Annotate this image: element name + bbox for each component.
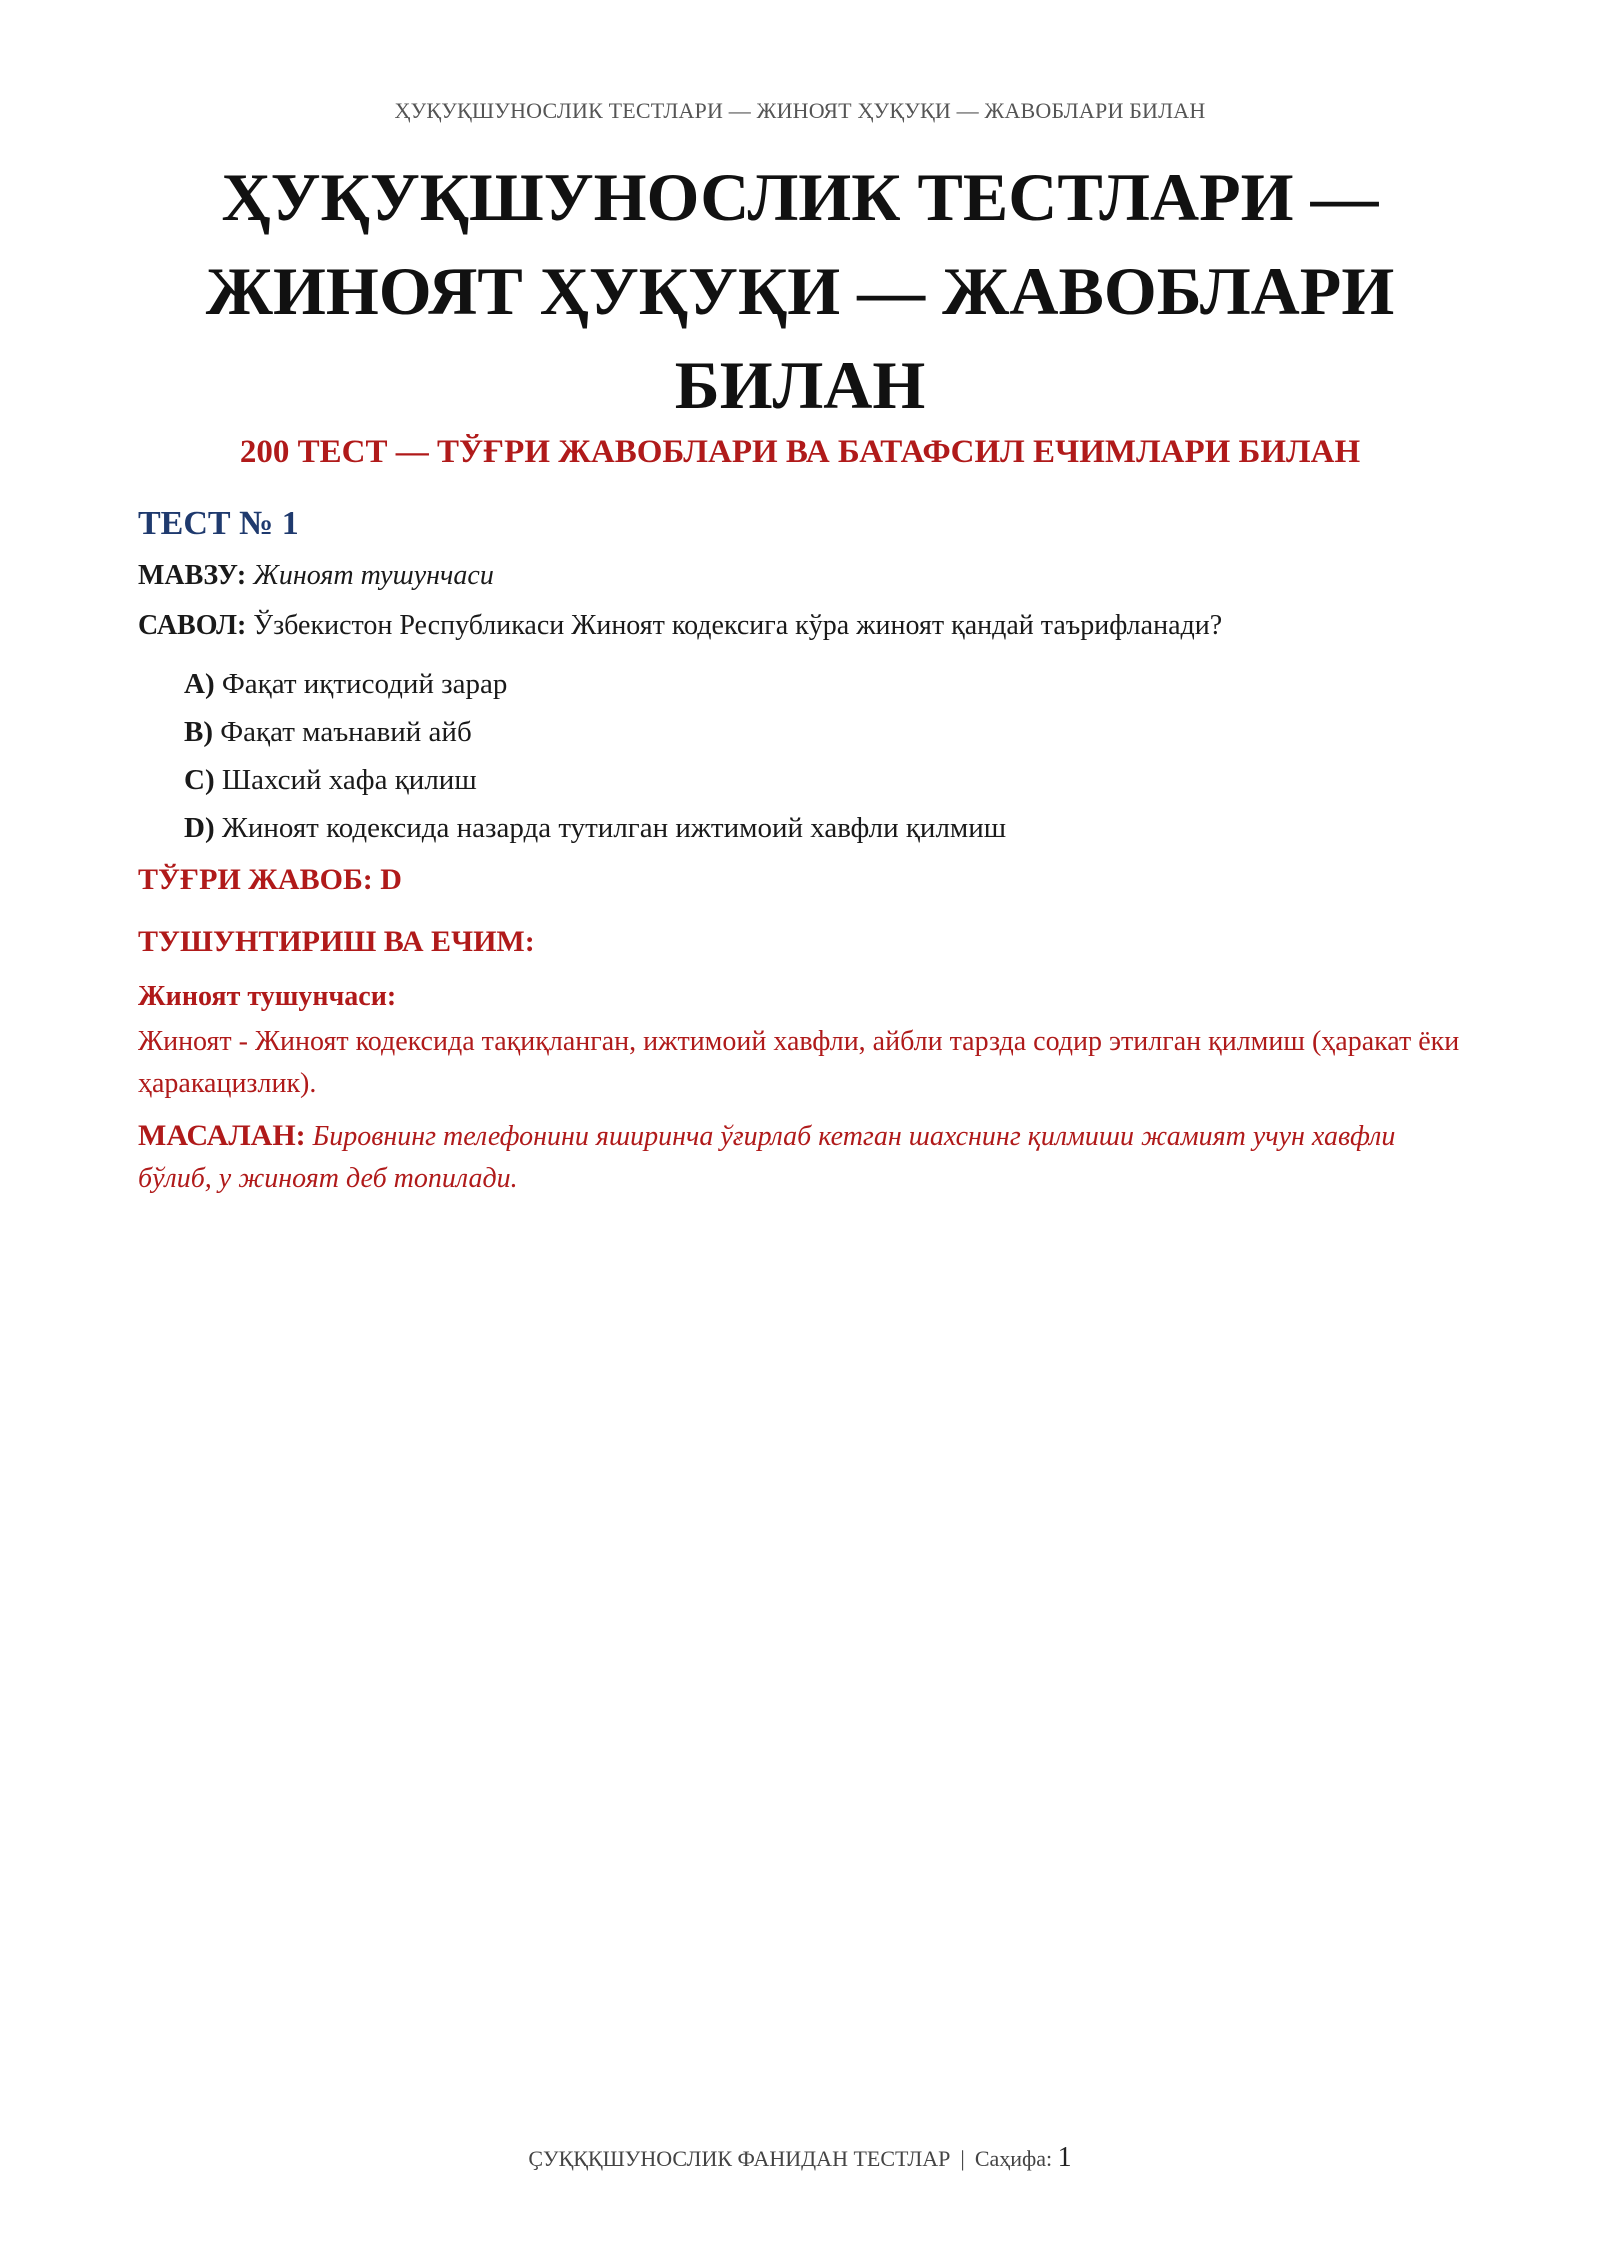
option-letter: D) [184, 812, 215, 844]
page-footer [0, 2142, 1600, 2174]
footer-title: ҪУҚҚҚШУНОСЛИК ФАНИДАН ТЕСТЛАР [528, 2146, 951, 2171]
explanation-heading: ТУШУНТИРИШ ВА ЕЧИМ: [138, 925, 535, 958]
option-b [184, 713, 1468, 751]
page-number: 1 [1057, 2142, 1072, 2173]
option-letter: C) [184, 764, 215, 796]
topic-label: МАВЗУ: [138, 560, 247, 591]
answer-options [184, 665, 1468, 847]
option-text: Фақат маънавий айб [220, 716, 472, 748]
option-c [184, 761, 1468, 799]
option-text: Шахсий хафа қилиш [221, 764, 477, 796]
option-a [184, 665, 1468, 703]
option-letter: B) [184, 716, 213, 748]
footer-separator: | [960, 2146, 965, 2171]
question-text: Ўзбекистон Республикаси Жиноят кодексига кўра жиноят қандай таърифланади? [253, 610, 1223, 641]
document-title: ҲУҚУҚШУНОСЛИК ТЕСТЛАРИ — ЖИНОЯТ ҲУҚУҚИ — ЖАВОБЛАРИ БИЛАН [205, 159, 1395, 423]
concept-text: Жиноят - Жиноят кодексида тақиқланган, ижтимоий хавфли, айбли тарзда содир этилган қилмиш (ҳаракат ёки ҳаракацизлик). [138, 1026, 1460, 1099]
test-block [138, 505, 1468, 1200]
running-header: ҲУҚУҚШУНОСЛИК ТЕСТЛАРИ — ЖИНОЯТ ҲУҚУҚИ — ЖАВОБЛАРИ БИЛАН [394, 98, 1206, 123]
option-text: Жиноят кодексида назарда тутилган ижтимоий хавфли қилмиш [221, 812, 1007, 844]
option-d [184, 809, 1468, 847]
example-paragraph [138, 1115, 1468, 1200]
option-letter: A) [184, 668, 215, 700]
document-subtitle: 200 ТЕСТ — ТЎҒРИ ЖАВОБЛАРИ ВА БАТАФСИЛ ЕЧИМЛАРИ БИЛАН [239, 434, 1361, 470]
example-text: Бировнинг телефонини яширинча ўғирлаб кетган шахснинг қилмиши жамият учун хавфли бўлиб, у жиноят деб топилади. [138, 1121, 1396, 1194]
correct-answer: ТЎҒРИ ЖАВОБ: D [138, 863, 402, 896]
example-label: МАСАЛАН: [138, 1119, 306, 1152]
question-line [138, 607, 1468, 645]
option-text: Фақат иқтисодий зарар [221, 668, 508, 700]
concept-heading: Жиноят тушунчаси: [138, 981, 397, 1012]
test-heading: ТЕСТ № 1 [138, 505, 299, 542]
topic-value: Жиноят тушунчаси [253, 560, 494, 591]
page-label: Саҳифа: [974, 2146, 1053, 2171]
question-label: САВОЛ: [138, 610, 247, 641]
topic-line [138, 557, 1468, 595]
